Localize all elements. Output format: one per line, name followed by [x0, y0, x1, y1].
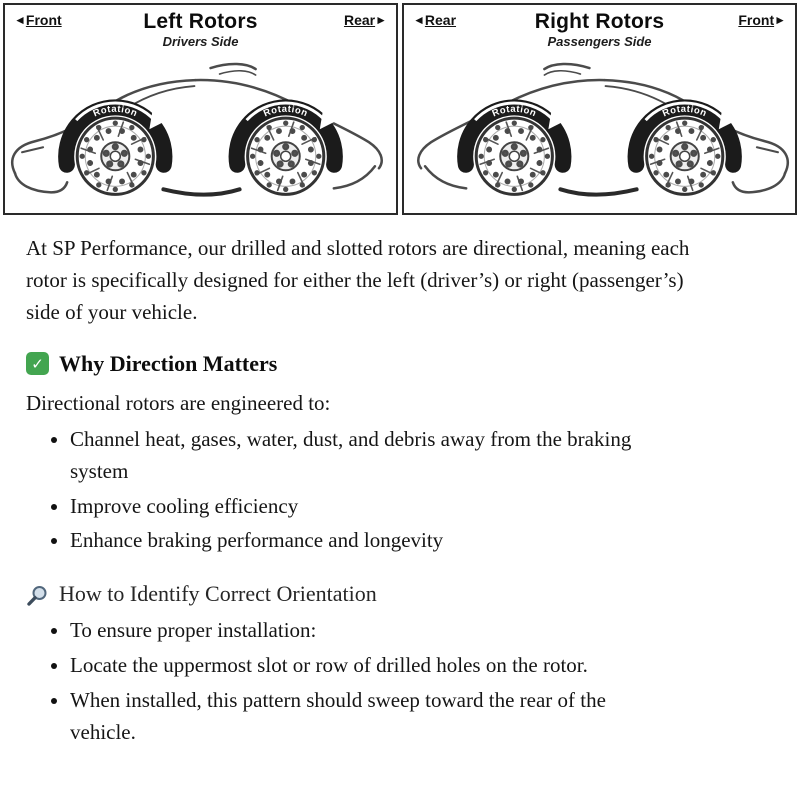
section-heading-identify-orientation [26, 581, 774, 607]
front-direction-label: Front► [738, 12, 786, 28]
list-item: • Channel heat, gases, water, dust, and debris away from the braking system [70, 424, 670, 488]
rear-direction-label: ◄Rear [413, 12, 457, 28]
front-direction-label: ◄Front [14, 12, 62, 28]
list-item: • Enhance braking performance and longevity [70, 525, 670, 557]
rotor-direction-diagram [0, 0, 800, 215]
list-item: • Improve cooling efficiency [70, 491, 670, 523]
svg-text:Rotation: Rotation [490, 103, 539, 120]
svg-text:Rotation: Rotation [661, 103, 709, 120]
benefits-list [26, 424, 774, 558]
search-icon [26, 584, 49, 607]
lead-paragraph: Directional rotors are engineered to: [26, 390, 331, 415]
car-illustration-right [404, 53, 795, 203]
panel-subtitle: Passengers Side [547, 34, 652, 49]
car-illustration-left [5, 53, 396, 203]
panel-title: Left Rotors [143, 10, 258, 33]
arrow-right-icon: ► [375, 13, 387, 27]
check-icon: ✓ [26, 352, 49, 375]
section-heading-why-direction-matters [26, 351, 774, 377]
panel-title-block [5, 10, 396, 49]
left-rotors-panel [3, 3, 398, 215]
arrow-left-icon: ◄ [14, 13, 26, 27]
orientation-list [26, 615, 774, 749]
panel-title-block [404, 10, 795, 49]
heading-text: How to Identify Correct Orientation [59, 581, 377, 607]
panel-subtitle: Drivers Side [162, 34, 239, 49]
svg-text:Rotation: Rotation [262, 103, 310, 120]
article [0, 215, 800, 749]
arrow-right-icon: ► [774, 13, 786, 27]
right-rotors-panel [402, 3, 797, 215]
arrow-left-icon: ◄ [413, 13, 425, 27]
intro-paragraph: At SP Performance, our drilled and slotted rotors are directional, meaning each rotor is specifically designed for either the left (driver’s) or right (passenger’s) side of your vehicle. [26, 236, 690, 324]
rear-direction-label: Rear► [343, 12, 387, 28]
panel-title: Right Rotors [534, 10, 665, 33]
svg-text:Rotation: Rotation [91, 103, 140, 120]
left-panel-header [5, 5, 396, 51]
list-item: • When installed, this pattern should sweep toward the rear of the vehicle. [70, 685, 670, 749]
list-item: • Locate the uppermost slot or row of drilled holes on the rotor. [70, 650, 670, 682]
list-item: • To ensure proper installation: [70, 615, 670, 647]
right-panel-header [404, 5, 795, 51]
heading-text: Why Direction Matters [59, 350, 278, 376]
